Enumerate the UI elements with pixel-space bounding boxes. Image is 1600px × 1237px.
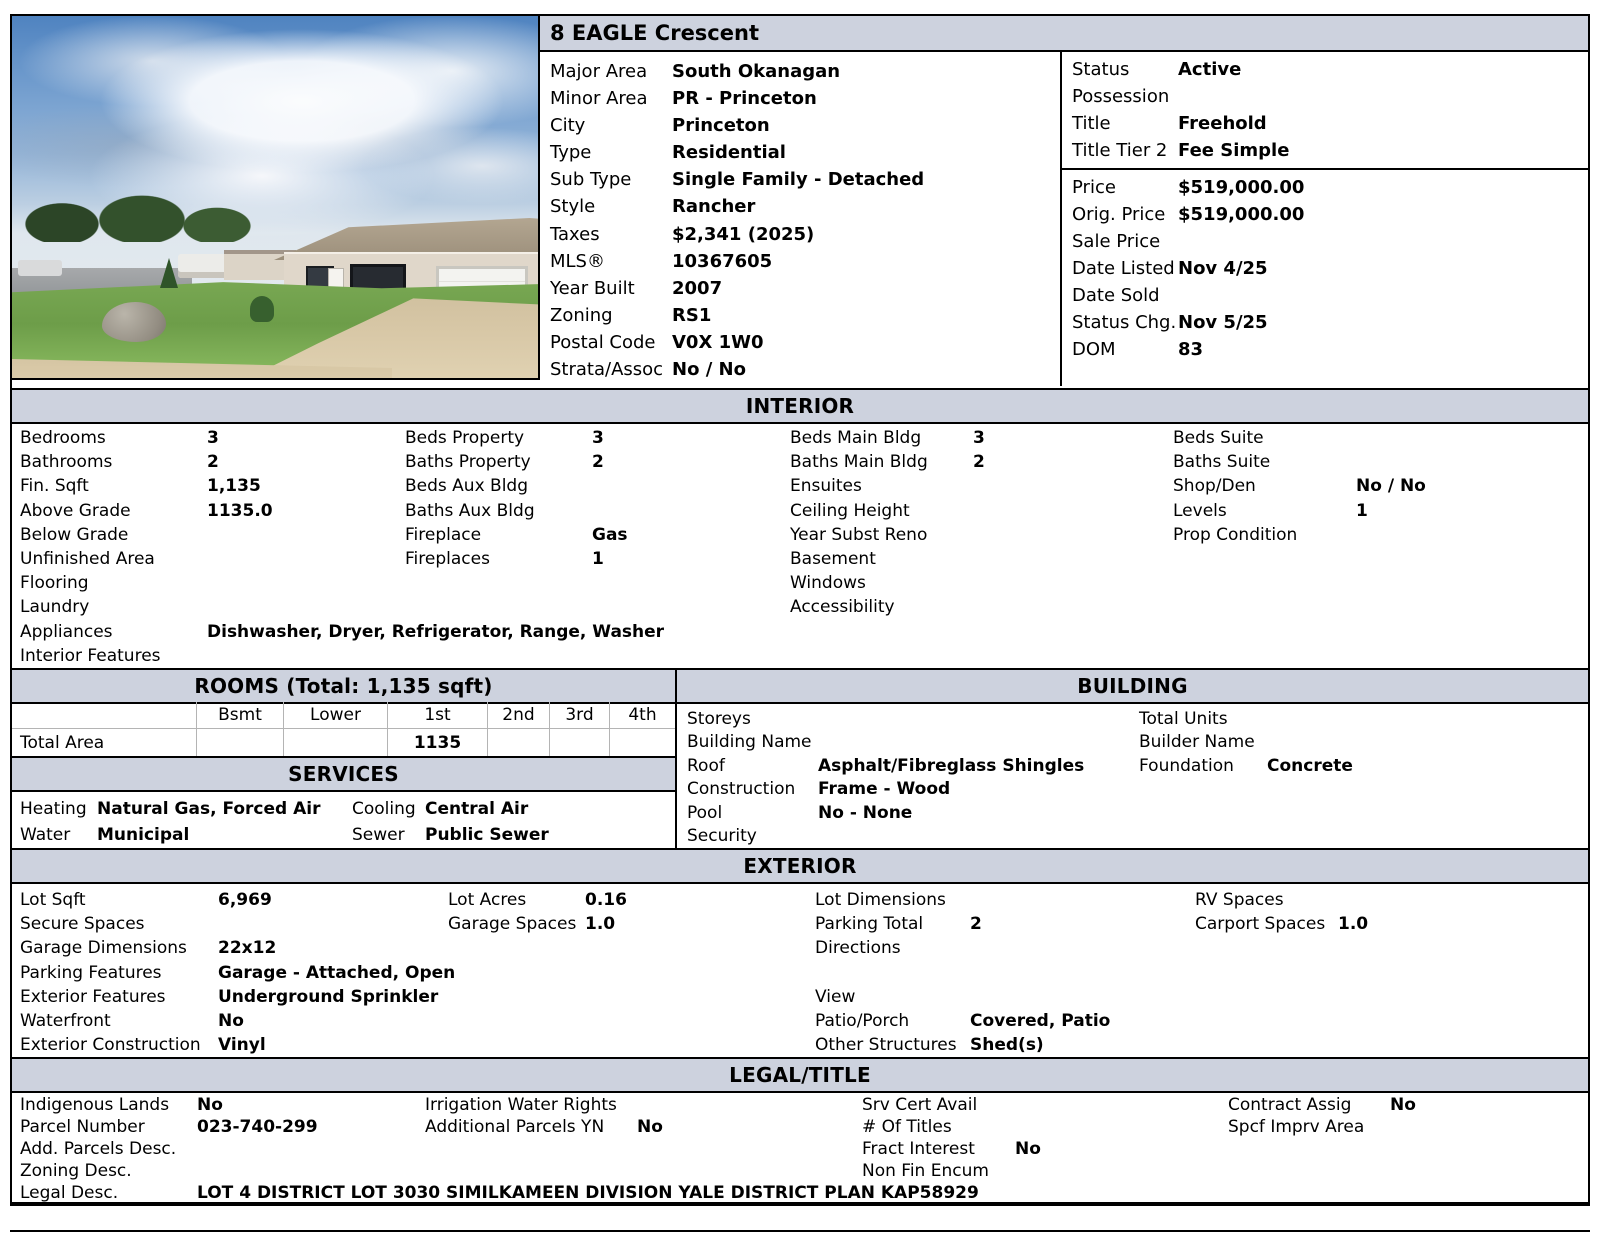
field-row xyxy=(20,1182,979,1204)
field-value: 6,969 xyxy=(218,890,272,910)
field-row xyxy=(20,822,670,848)
field-row xyxy=(687,708,1084,731)
field-label: Status Chg. xyxy=(1072,312,1177,333)
building-box xyxy=(675,668,1588,848)
exterior-col4 xyxy=(1195,888,1368,936)
field-value: Active xyxy=(1178,59,1242,80)
field-value: 1 xyxy=(592,548,604,569)
field-label: Sale Price xyxy=(1072,231,1161,252)
column-header: 3rd xyxy=(550,702,610,729)
interior-section-header xyxy=(12,388,1588,424)
field-value: Rancher xyxy=(672,196,756,218)
field-label: Style xyxy=(550,196,596,218)
field-label: Spcf Imprv Area xyxy=(1228,1117,1365,1137)
field-label: Lot Sqft xyxy=(20,890,86,910)
field-row xyxy=(687,802,1084,825)
conifer-graphic xyxy=(160,258,178,288)
field-value: South Okanagan xyxy=(672,61,841,82)
field-value: $519,000.00 xyxy=(1178,204,1305,225)
field-row xyxy=(20,961,455,985)
field-value: 2 xyxy=(207,452,219,473)
field-label: Pool xyxy=(687,802,723,823)
building-col1 xyxy=(687,708,1084,848)
field-row xyxy=(550,193,924,220)
field-row xyxy=(550,58,924,85)
field-value: Single Family - Detached xyxy=(672,169,925,191)
field-row xyxy=(1173,523,1426,547)
field-label: Garage Dimensions xyxy=(20,938,187,959)
field-label: Bedrooms xyxy=(20,428,106,448)
field-value: 023-740-299 xyxy=(197,1117,318,1137)
field-row xyxy=(20,1033,455,1057)
field-row xyxy=(550,356,924,383)
field-label: Year Subst Reno xyxy=(790,524,928,545)
field-label: Exterior Features xyxy=(20,986,166,1007)
field-label: Building Name xyxy=(687,732,812,753)
field-value: Gas xyxy=(592,524,628,545)
section-title: SERVICES xyxy=(288,762,399,786)
field-label: Possession xyxy=(1072,86,1170,107)
field-row xyxy=(815,1033,1110,1057)
field-value: No xyxy=(218,1010,244,1031)
field-value: 0.16 xyxy=(585,890,627,910)
field-row xyxy=(20,620,664,644)
field-label: Beds Main Bldg xyxy=(790,428,922,448)
summary-left-column xyxy=(550,58,924,383)
next-sheet-top-border xyxy=(10,1230,1590,1232)
field-label: Waterfront xyxy=(20,1010,111,1031)
field-row xyxy=(20,644,664,668)
field-row xyxy=(815,1009,1110,1033)
field-row xyxy=(687,755,1084,778)
field-value: No / No xyxy=(1356,476,1426,497)
field-value: Public Sewer xyxy=(425,825,549,845)
field-row xyxy=(550,329,924,356)
field-label: Beds Property xyxy=(405,428,525,448)
field-value: Residential xyxy=(672,142,786,164)
field-value: Fee Simple xyxy=(1178,140,1290,161)
field-label: Accessibility xyxy=(790,597,895,618)
address-text: 8 EAGLE Crescent xyxy=(550,21,759,45)
table-corner xyxy=(12,702,197,729)
field-label: Baths Aux Bldg xyxy=(405,500,535,521)
field-label: DOM xyxy=(1072,339,1116,360)
field-label: Postal Code xyxy=(550,331,656,353)
field-label: Other Structures xyxy=(815,1035,957,1056)
row-label: Total Area xyxy=(12,729,197,756)
field-row xyxy=(448,912,627,936)
field-label: Ceiling Height xyxy=(790,500,910,521)
field-row xyxy=(448,888,627,912)
field-label: Bathrooms xyxy=(20,452,113,473)
field-row xyxy=(862,1094,1041,1116)
field-label: Additional Parcels YN xyxy=(425,1117,605,1137)
field-value: $2,341 (2025) xyxy=(672,223,815,245)
field-row xyxy=(790,426,985,450)
building-section-header xyxy=(677,668,1588,704)
field-value: Central Air xyxy=(425,799,529,819)
field-value: 3 xyxy=(207,428,219,448)
rock-graphic xyxy=(102,302,166,342)
exterior-section-header xyxy=(12,848,1588,884)
field-row xyxy=(1228,1094,1416,1116)
field-row xyxy=(790,474,985,498)
field-row xyxy=(1072,174,1582,201)
field-label: Minor Area xyxy=(550,88,648,110)
field-row xyxy=(550,302,924,329)
field-row xyxy=(20,1160,979,1182)
field-row xyxy=(815,936,1110,960)
field-row xyxy=(687,778,1084,801)
field-label: Construction xyxy=(687,779,796,800)
field-value: 1 xyxy=(1356,500,1368,521)
field-value: Garage - Attached, Open xyxy=(218,962,456,983)
field-value: 3 xyxy=(973,428,985,448)
field-row xyxy=(1072,309,1582,336)
status-price-box xyxy=(1060,52,1588,386)
field-row xyxy=(405,474,628,498)
field-value: Municipal xyxy=(97,825,190,845)
field-label: Prop Condition xyxy=(1173,524,1298,545)
rooms-section-header xyxy=(12,668,675,704)
field-row xyxy=(862,1116,1041,1138)
field-label: Fireplaces xyxy=(405,548,490,569)
trees-graphic xyxy=(12,194,262,242)
field-row xyxy=(1139,755,1353,778)
field-value: Underground Sprinkler xyxy=(218,986,439,1007)
field-row xyxy=(550,139,924,166)
field-row xyxy=(1072,137,1582,164)
field-label: Foundation xyxy=(1139,755,1234,776)
truck-graphic xyxy=(18,260,62,276)
field-label: City xyxy=(550,115,586,137)
field-row xyxy=(20,796,670,822)
field-label: View xyxy=(815,986,856,1007)
field-value: 1.0 xyxy=(585,914,616,935)
field-value: Covered, Patio xyxy=(970,1010,1111,1031)
field-value: 2 xyxy=(592,452,604,473)
field-row xyxy=(1072,282,1582,309)
field-value: PR - Princeton xyxy=(672,88,817,110)
column-header: 2nd xyxy=(488,702,550,729)
field-row xyxy=(405,547,628,571)
field-label: Secure Spaces xyxy=(20,914,145,935)
field-label: Indigenous Lands xyxy=(20,1095,170,1115)
field-label: Irrigation Water Rights xyxy=(425,1095,617,1115)
field-value: V0X 1W0 xyxy=(672,331,764,353)
field-row xyxy=(550,248,924,275)
section-title: BUILDING xyxy=(1077,674,1188,698)
exterior-col2 xyxy=(448,888,627,936)
field-row xyxy=(815,961,1110,985)
interior-col4 xyxy=(1173,426,1426,547)
field-value: No xyxy=(1015,1139,1041,1159)
field-row xyxy=(405,523,628,547)
field-value: Vinyl xyxy=(218,1035,266,1056)
field-row xyxy=(862,1138,1041,1160)
field-value: No - None xyxy=(818,802,913,823)
field-label: Roof xyxy=(687,755,725,776)
field-row xyxy=(687,825,1084,848)
field-label: RV Spaces xyxy=(1195,890,1284,910)
field-row xyxy=(1173,426,1426,450)
field-row xyxy=(1139,731,1353,754)
field-value: 1.0 xyxy=(1338,914,1369,935)
field-row xyxy=(550,112,924,139)
field-label: Interior Features xyxy=(20,645,161,666)
field-label: Contract Assig xyxy=(1228,1095,1352,1115)
field-row xyxy=(20,985,455,1009)
field-value: $519,000.00 xyxy=(1178,177,1305,198)
field-label: Lot Acres xyxy=(448,890,527,910)
divider xyxy=(1062,168,1590,170)
field-row xyxy=(20,936,455,960)
section-title: EXTERIOR xyxy=(743,854,857,878)
field-row xyxy=(790,450,985,474)
field-row xyxy=(1072,83,1582,110)
field-row xyxy=(1072,110,1582,137)
field-value: 1,135 xyxy=(207,476,261,497)
field-value: Frame - Wood xyxy=(818,779,951,800)
field-label: Add. Parcels Desc. xyxy=(20,1139,177,1159)
field-value: Nov 4/25 xyxy=(1178,258,1268,279)
field-row xyxy=(790,523,985,547)
field-label: Lot Dimensions xyxy=(815,890,946,910)
field-row xyxy=(687,731,1084,754)
field-row xyxy=(1173,450,1426,474)
field-label: Fract Interest xyxy=(862,1139,975,1159)
field-label: Appliances xyxy=(20,621,113,642)
field-label: Sub Type xyxy=(550,169,632,191)
column-header: 4th xyxy=(610,702,675,729)
field-value: No xyxy=(637,1117,663,1137)
field-value: 3 xyxy=(592,428,604,448)
field-label: Levels xyxy=(1173,500,1227,521)
field-row xyxy=(1173,499,1426,523)
field-label: Above Grade xyxy=(20,500,131,521)
field-label: Cooling xyxy=(352,799,416,819)
section-title: ROOMS (Total: 1,135 sqft) xyxy=(194,674,493,698)
listing-photo xyxy=(12,16,540,380)
field-row xyxy=(405,499,628,523)
table-cell: 1135 xyxy=(388,729,488,756)
exterior-col1 xyxy=(20,888,455,1057)
field-label: Date Sold xyxy=(1072,285,1160,306)
field-value: 2 xyxy=(973,452,985,473)
legal-col3 xyxy=(862,1094,1041,1182)
field-row xyxy=(1195,912,1368,936)
field-label: Ensuites xyxy=(790,476,862,497)
field-label: Fireplace xyxy=(405,524,482,545)
field-label: Patio/Porch xyxy=(815,1010,910,1031)
field-label: Windows xyxy=(790,573,866,594)
field-label: Baths Main Bldg xyxy=(790,452,928,473)
field-value: Concrete xyxy=(1267,755,1353,776)
field-label: Directions xyxy=(815,938,901,959)
field-row xyxy=(1195,888,1368,912)
field-label: Date Listed xyxy=(1072,258,1175,279)
field-label: Baths Property xyxy=(405,452,531,473)
field-row xyxy=(20,888,455,912)
field-row xyxy=(790,595,985,619)
field-row xyxy=(20,912,455,936)
field-row xyxy=(815,888,1110,912)
field-label: Total Units xyxy=(1139,709,1228,729)
field-row xyxy=(1173,474,1426,498)
field-label: Strata/Assoc xyxy=(550,359,664,381)
field-label: Below Grade xyxy=(20,524,129,545)
table-cell xyxy=(284,729,388,756)
field-row xyxy=(20,1138,979,1160)
field-row xyxy=(405,450,628,474)
field-row xyxy=(1072,336,1582,363)
field-label: Legal Desc. xyxy=(20,1183,119,1203)
field-row xyxy=(550,221,924,248)
field-label: Title xyxy=(1072,113,1111,134)
field-label: Price xyxy=(1072,177,1116,198)
field-label: Heating xyxy=(20,799,87,819)
rv-graphic xyxy=(178,254,230,278)
section-title: LEGAL/TITLE xyxy=(729,1063,871,1087)
services-rows xyxy=(20,796,670,848)
field-value: 10367605 xyxy=(672,250,773,272)
status-group xyxy=(1072,56,1582,164)
field-value: Princeton xyxy=(672,115,770,137)
field-row xyxy=(790,571,985,595)
field-label: Exterior Construction xyxy=(20,1035,201,1056)
field-row xyxy=(425,1094,663,1116)
table-cell xyxy=(488,729,550,756)
field-row xyxy=(1139,708,1353,731)
field-label: Title Tier 2 xyxy=(1072,140,1168,161)
field-label: Zoning Desc. xyxy=(20,1161,132,1181)
field-label: Flooring xyxy=(20,573,89,594)
field-value: Asphalt/Fibreglass Shingles xyxy=(818,755,1085,776)
field-label: # Of Titles xyxy=(862,1117,952,1137)
section-title: INTERIOR xyxy=(745,394,855,418)
field-value: 1135.0 xyxy=(207,500,273,521)
address-header xyxy=(540,16,1588,52)
field-label: Type xyxy=(550,142,592,164)
field-value: 2 xyxy=(970,914,982,935)
field-label: Parcel Number xyxy=(20,1117,145,1137)
field-label: Unfinished Area xyxy=(20,548,155,569)
field-row xyxy=(550,275,924,302)
field-value: 2007 xyxy=(672,277,723,299)
table-cell xyxy=(550,729,610,756)
field-label: Fin. Sqft xyxy=(20,476,89,497)
column-header: Bsmt xyxy=(197,702,284,729)
legal-col4 xyxy=(1228,1094,1416,1138)
interior-col2 xyxy=(405,426,628,571)
legal-col2 xyxy=(425,1094,663,1138)
field-label: Carport Spaces xyxy=(1195,914,1326,935)
field-value: 83 xyxy=(1178,339,1204,360)
field-label: Parking Features xyxy=(20,962,162,983)
field-row xyxy=(790,499,985,523)
table-cell xyxy=(197,729,284,756)
field-row xyxy=(815,912,1110,936)
field-value: No / No xyxy=(672,359,746,381)
field-label: Laundry xyxy=(20,597,90,618)
rooms-table xyxy=(12,702,675,756)
field-row xyxy=(862,1160,1041,1182)
field-label: Taxes xyxy=(550,223,600,245)
field-label: Water xyxy=(20,825,71,845)
field-row xyxy=(405,426,628,450)
field-label: Major Area xyxy=(550,61,648,82)
field-value: Nov 5/25 xyxy=(1178,312,1268,333)
field-label: Security xyxy=(687,825,757,846)
building-col2 xyxy=(1139,708,1353,778)
legal-section-header xyxy=(12,1057,1588,1093)
field-value: LOT 4 DISTRICT LOT 3030 SIMILKAMEEN DIVISION YALE DISTRICT PLAN KAP58929 xyxy=(197,1183,979,1203)
field-row xyxy=(20,1009,455,1033)
field-label: Shop/Den xyxy=(1173,476,1256,497)
price-group xyxy=(1072,174,1582,363)
field-label: Sewer xyxy=(352,825,405,845)
table-cell xyxy=(610,729,675,756)
listing-sheet xyxy=(10,14,1590,1206)
field-label: Baths Suite xyxy=(1173,452,1271,473)
field-row xyxy=(20,571,664,595)
field-value: Freehold xyxy=(1178,113,1267,134)
field-value: Natural Gas, Forced Air xyxy=(97,799,321,819)
field-label: Zoning xyxy=(550,304,613,326)
field-row xyxy=(1072,56,1582,83)
field-label: Builder Name xyxy=(1139,732,1255,753)
field-label: Beds Aux Bldg xyxy=(405,476,529,497)
field-label: MLS® xyxy=(550,250,605,272)
column-header: 1st xyxy=(388,702,488,729)
field-label: Year Built xyxy=(550,277,635,299)
services-section-header xyxy=(12,756,675,792)
field-row xyxy=(20,595,664,619)
column-header: Lower xyxy=(284,702,388,729)
field-row xyxy=(1228,1116,1416,1138)
field-label: Srv Cert Avail xyxy=(862,1095,978,1115)
field-row xyxy=(425,1116,663,1138)
field-label: Orig. Price xyxy=(1072,204,1166,225)
field-label: Storeys xyxy=(687,709,751,729)
interior-col3 xyxy=(790,426,985,620)
field-label: Status xyxy=(1072,59,1130,80)
field-row xyxy=(1072,228,1582,255)
field-row xyxy=(550,166,924,193)
field-value: RS1 xyxy=(672,304,712,326)
shrub-graphic xyxy=(250,296,274,322)
field-value: No xyxy=(1390,1095,1416,1115)
field-label: Non Fin Encum xyxy=(862,1161,989,1181)
field-label: Garage Spaces xyxy=(448,914,577,935)
field-row xyxy=(815,985,1110,1009)
exterior-col3 xyxy=(815,888,1110,1057)
field-value: No xyxy=(197,1095,223,1115)
field-row xyxy=(790,547,985,571)
field-label: Beds Suite xyxy=(1173,428,1264,448)
field-label: Parking Total xyxy=(815,914,924,935)
field-value: Shed(s) xyxy=(970,1035,1044,1056)
field-row xyxy=(1072,255,1582,282)
field-row xyxy=(550,85,924,112)
field-label: Basement xyxy=(790,548,876,569)
field-value: Dishwasher, Dryer, Refrigerator, Range, Washer xyxy=(207,621,665,642)
field-value: 22x12 xyxy=(218,938,277,959)
field-row xyxy=(1072,201,1582,228)
